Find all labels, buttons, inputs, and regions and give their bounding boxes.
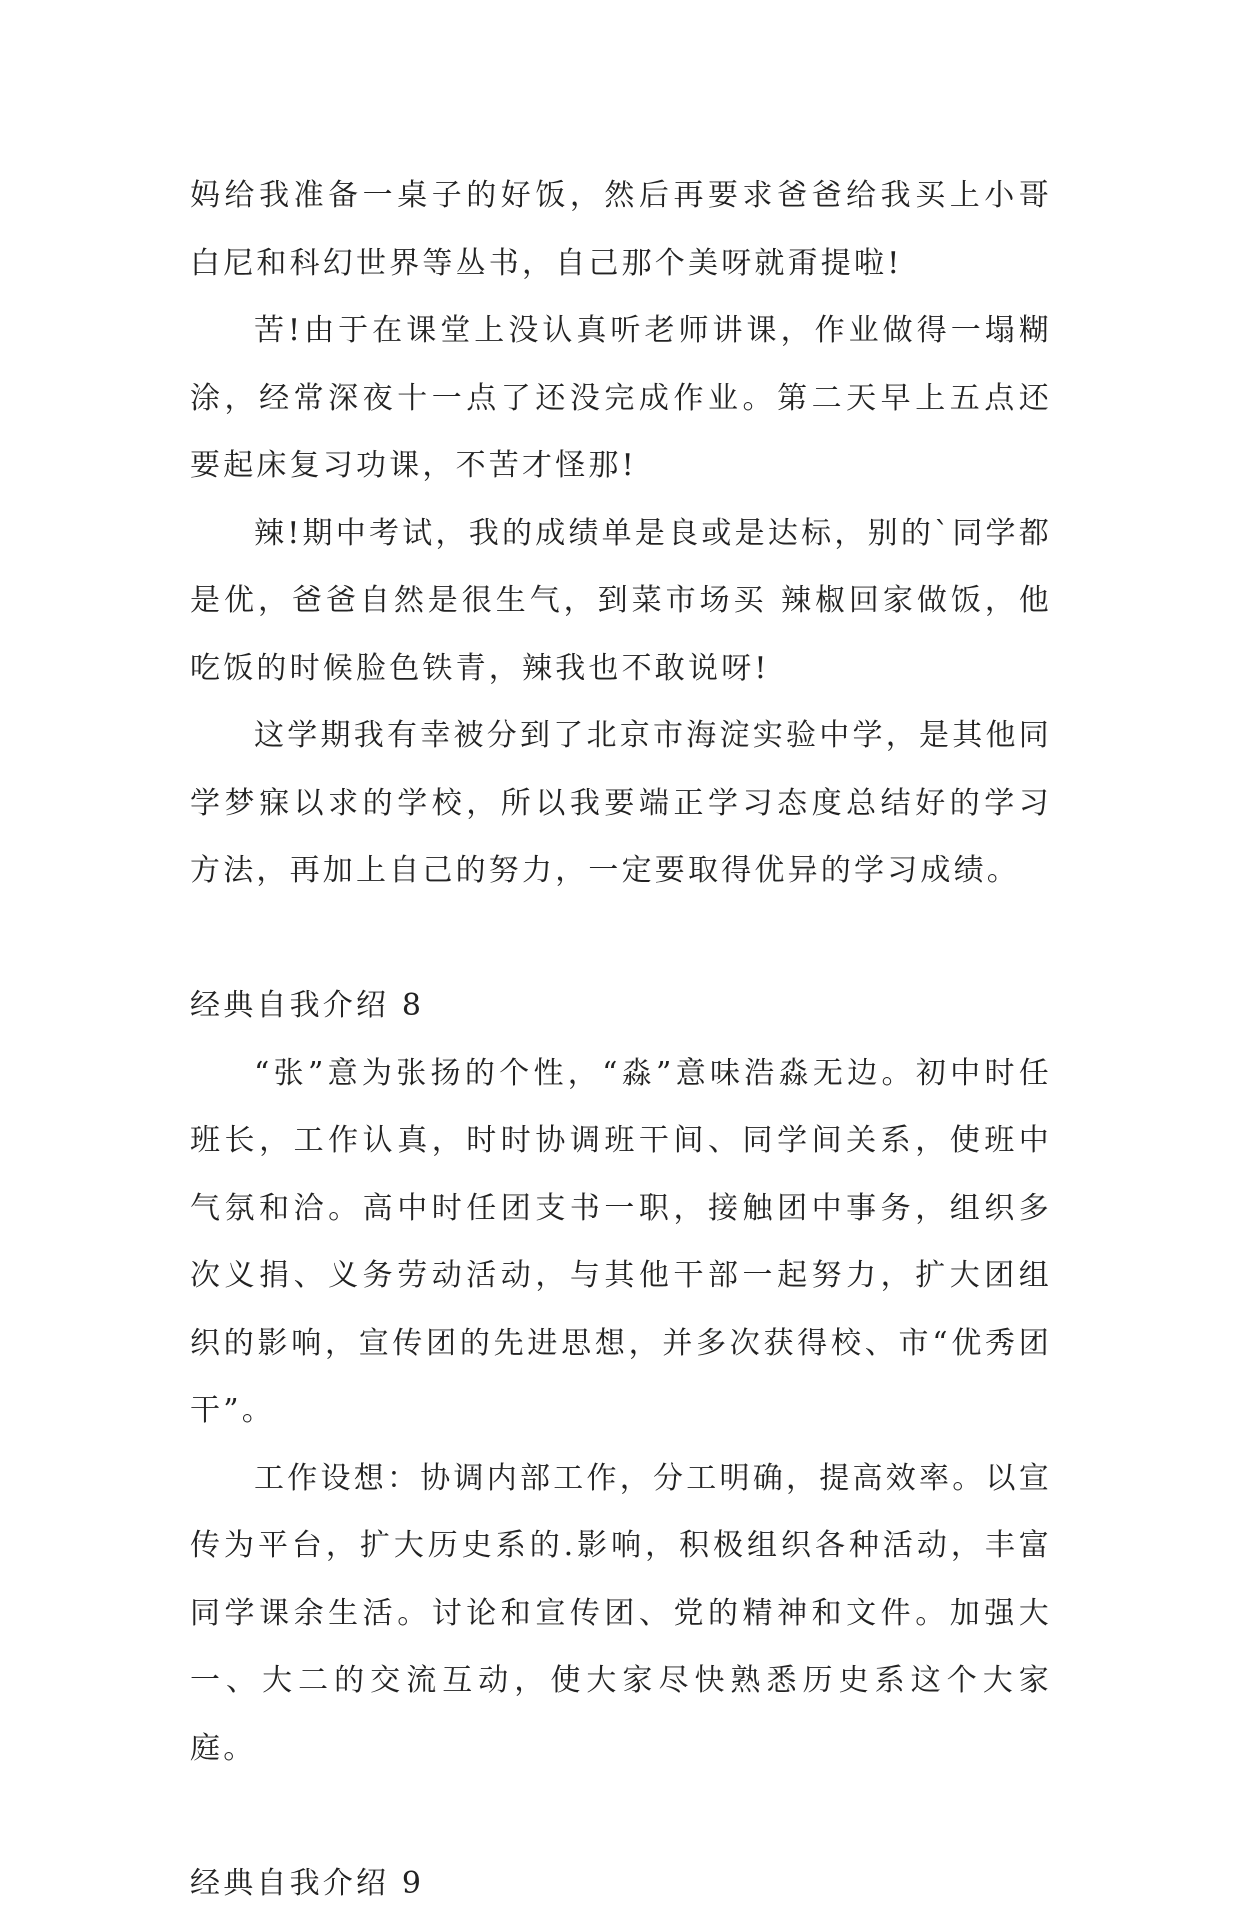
paragraph-experience: “张”意为张扬的个性，“淼”意味浩淼无边。初中时任班长，工作认真，时时协调班干间、同学间关系，使班中气氛和洽。高中时任团支书一职，接触团中事务，组织多次义捐、义务劳动活动，与其他干部一起努力，扩大团组织的影响，宣传团的先进思想，并多次获得校、市“优秀团干”。 (190, 1040, 1052, 1445)
paragraph-continuation: 妈给我准备一桌子的好饭，然后再要求爸爸给我买上小哥白尼和科幻世界等丛书，自己那个美呀就甭提啦! (190, 162, 1052, 297)
section-spacer (190, 905, 1052, 973)
paragraph-bitter: 苦!由于在课堂上没认真听老师讲课，作业做得一塌糊涂，经常深夜十一点了还没完成作业。第二天早上五点还要起床复习功课，不苦才怪那! (190, 297, 1052, 500)
document-body (190, 162, 1052, 1917)
paragraph-new-school: 这学期我有幸被分到了北京市海淀实验中学，是其他同学梦寐以求的学校，所以我要端正学习态度总结好的学习方法，再加上自己的努力，一定要取得优异的学习成绩。 (190, 702, 1052, 905)
section-heading-9: 经典自我介绍 9 (190, 1850, 1052, 1917)
paragraph-work-plan: 工作设想：协调内部工作，分工明确，提高效率。以宣传为平台，扩大历史系的.影响，积极组织各种活动，丰富同学课余生活。讨论和宣传团、党的精神和文件。加强大一、大二的交流互动，使大家尽快熟悉历史系这个大家庭。 (190, 1445, 1052, 1783)
paragraph-spicy: 辣!期中考试，我的成绩单是良或是达标，别的`同学都是优，爸爸自然是很生气，到菜市场买 辣椒回家做饭，他吃饭的时候脸色铁青，辣我也不敢说呀! (190, 500, 1052, 703)
section-spacer (190, 1782, 1052, 1850)
section-heading-8: 经典自我介绍 8 (190, 972, 1052, 1040)
